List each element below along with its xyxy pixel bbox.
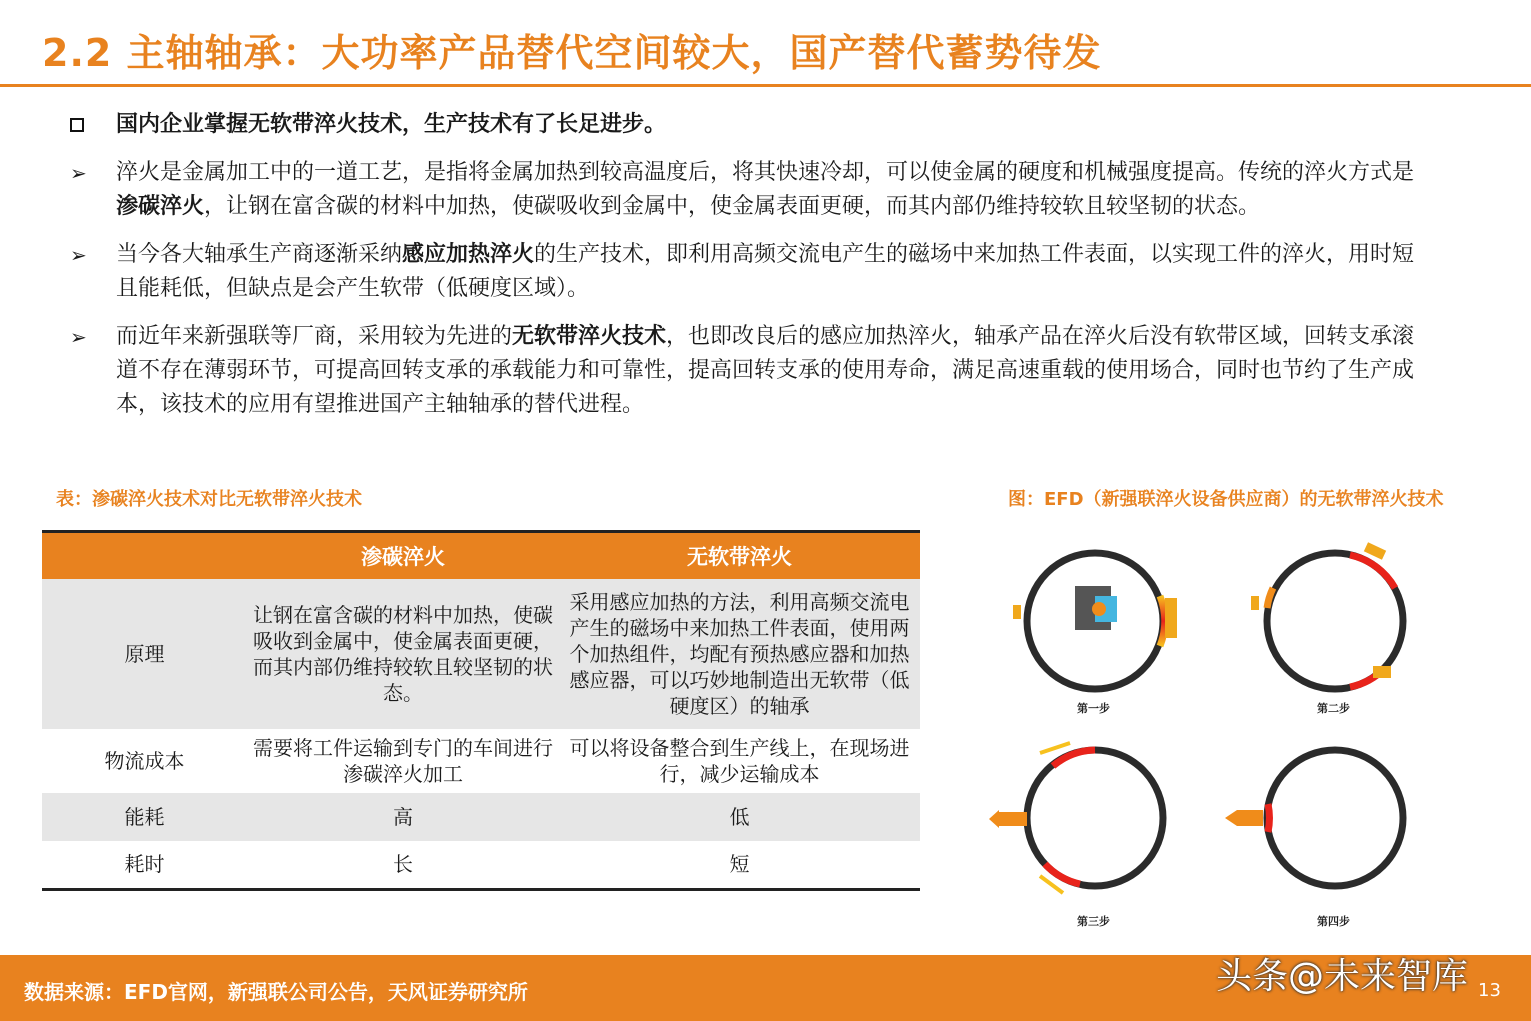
arrow-bullet-icon: ➢ (70, 161, 87, 185)
table-row (42, 841, 920, 889)
table-cell: 长 (247, 841, 559, 889)
table-cell: 采用感应加热的方法，利用高频交流电产生的磁场中来加热工件表面，使用两个加热组件，均配有预热感应器和加热感应器，可以巧妙地制造出无软带（低硬度区）的轴承 (559, 579, 920, 729)
step-one-ring (1013, 553, 1177, 689)
page-title: 2.2 主轴轴承：大功率产品替代空间较大，国产替代蓄势待发 (42, 31, 1102, 75)
watermark: 头条@未来智库 (1216, 956, 1469, 997)
table-cell: 物流成本 (104, 749, 185, 773)
table-cell: 可以将设备整合到生产线上，在现场进行，减少运输成本 (569, 736, 910, 786)
table-cell: 低 (559, 793, 920, 841)
step-two-ring (1251, 542, 1403, 689)
bullet-text: 淬火是金属加工中的一道工艺，是指将金属加热到较高温度后，将其快速冷却，可以使金属的硬度和机械强度提高。传统的淬火方式是渗碳淬火，让钢在富含碳的材料中加热，使碳吸收到金属中，使金属表面更硬，而其内部仍维持较软且较坚韧的状态。 (116, 160, 1415, 219)
source-note: 数据来源：EFD官网，新强联公司公告，天风证券研究所 (24, 980, 528, 1004)
step-label: 第二步 (1317, 702, 1350, 715)
table-cell: 高 (247, 793, 559, 841)
table-header-cell: 无软带淬火 (559, 532, 920, 580)
step-label: 第四步 (1317, 915, 1350, 928)
bullet-text: 而近年来新强联等厂商，采用较为先进的无软带淬火技术，也即改良后的感应加热淬火，轴承产品在淬火后没有软带区域，回转支承滚道不存在薄弱环节，可提高回转支承的承载能力和可靠性，提高回转支承的使用寿命，满足高速重载的使用场合，同时也节约了生产成本，该技术的应用有望推进国产主轴轴承的替代进程。 (116, 324, 1415, 417)
step-four-ring (1225, 750, 1403, 886)
step-label: 第三步 (1077, 915, 1110, 928)
page-number: 13 (1478, 980, 1501, 1001)
headline-item (70, 108, 1430, 142)
bearing-rings-diagram (985, 528, 1440, 938)
square-bullet-icon (70, 108, 116, 142)
table-header-row (42, 532, 920, 580)
table-row (42, 793, 920, 841)
step-three-ring (989, 743, 1163, 893)
bullet-item (70, 156, 1430, 224)
title-divider (0, 84, 1531, 87)
bullet-section (70, 108, 1430, 436)
table-cell: 耗时 (42, 841, 247, 889)
table-cell: 让钢在富含碳的材料中加热，使碳吸收到金属中，使金属表面更硬，而其内部仍维持较软且较坚韧的状态。 (247, 579, 559, 729)
arrow-bullet-icon: ➢ (70, 325, 87, 349)
quenching-steps-figure (985, 528, 1440, 938)
table-cell: 短 (559, 841, 920, 889)
table-cell: 能耗 (42, 793, 247, 841)
table-row (42, 729, 920, 793)
table-header-cell: 渗碳淬火 (247, 532, 559, 580)
arrow-bullet-icon: ➢ (70, 243, 87, 267)
bullet-item (70, 238, 1430, 306)
table-header-cell (42, 532, 247, 580)
table-caption: 表：渗碳淬火技术对比无软带淬火技术 (56, 489, 362, 510)
figure-caption: 图：EFD（新强联淬火设备供应商）的无软带淬火技术 (1008, 489, 1444, 510)
step-label: 第一步 (1077, 702, 1110, 715)
bullet-item (70, 320, 1430, 422)
comparison-table (42, 530, 920, 891)
bullet-text: 当今各大轴承生产商逐渐采纳感应加热淬火的生产技术，即利用高频交流电产生的磁场中来加热工件表面，以实现工件的淬火，用时短且能耗低，但缺点是会产生软带（低硬度区域）。 (116, 242, 1415, 301)
table-row (42, 579, 920, 729)
table-cell: 需要将工件运输到专门的车间进行渗碳淬火加工 (253, 736, 553, 786)
table-cell: 原理 (42, 579, 247, 729)
headline-text: 国内企业掌握无软带淬火技术，生产技术有了长足进步。 (116, 112, 667, 137)
